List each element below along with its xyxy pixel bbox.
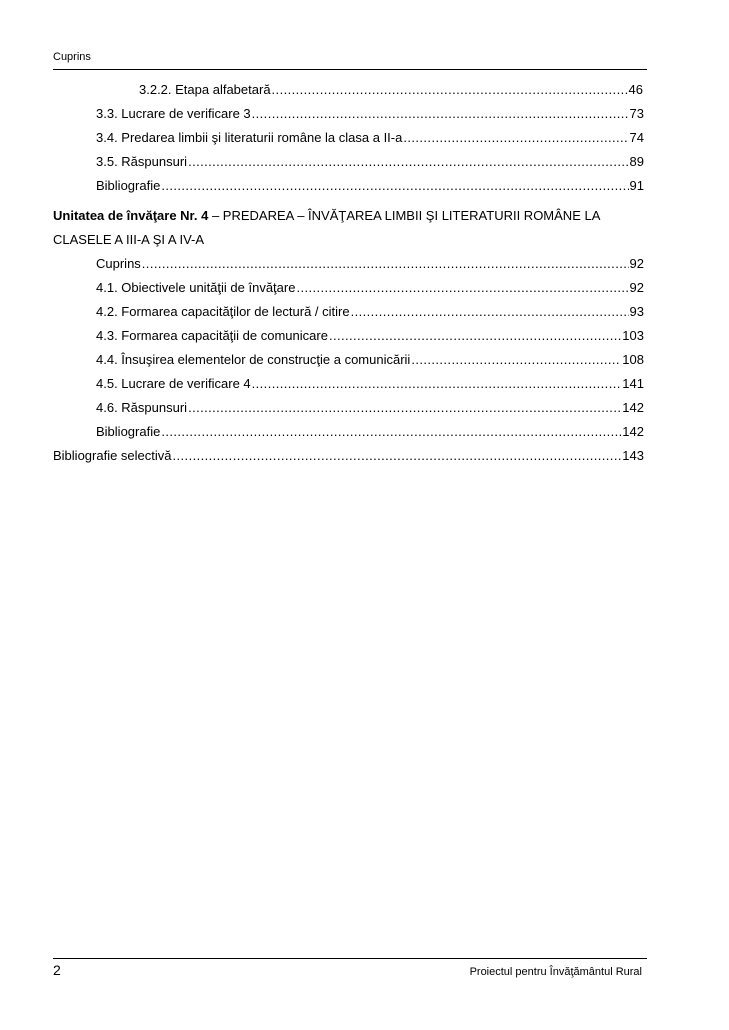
running-header-title: Cuprins — [53, 51, 91, 63]
toc-entry — [53, 420, 644, 444]
toc-leader-dots — [252, 102, 629, 126]
toc-entry-title: 4.4. Însuşirea elementelor de construcţie a comunicării — [96, 352, 411, 367]
toc-leader-dots — [272, 78, 628, 102]
toc-entry-page: 91 — [629, 178, 644, 193]
toc-leader-dots — [161, 174, 628, 198]
footer-page-number: 2 — [53, 962, 61, 978]
table-of-contents — [53, 78, 644, 468]
toc-leader-dots — [252, 372, 622, 396]
toc-entry-page: 92 — [629, 280, 644, 295]
toc-leader-dots — [142, 252, 629, 276]
toc-entry-page: 89 — [629, 154, 644, 169]
toc-entry-title: 3.5. Răspunsuri — [96, 154, 188, 169]
toc-entry-page: 73 — [629, 106, 644, 121]
toc-leader-dots — [403, 126, 628, 150]
toc-entry-page: 143 — [622, 448, 644, 463]
toc-entry-title: Cuprins — [96, 256, 141, 271]
toc-entry-page: 103 — [622, 328, 644, 343]
footer-title: Proiectul pentru Învăţământul Rural — [469, 966, 642, 978]
toc-entry — [53, 252, 644, 276]
toc-entry-title: Bibliografie selectivă — [53, 448, 172, 463]
toc-entry-page: 141 — [622, 376, 644, 391]
header-rule — [53, 69, 647, 70]
toc-leader-dots — [188, 150, 628, 174]
toc-entry-page: 142 — [622, 424, 644, 439]
toc-leader-dots — [161, 420, 621, 444]
toc-entry — [53, 102, 644, 126]
toc-entry-title: 3.4. Predarea limbii şi literaturii române la clasa a II-a — [96, 130, 403, 145]
toc-entry-title: Bibliografie — [96, 178, 161, 193]
toc-entry — [53, 372, 644, 396]
toc-entry-page: 108 — [622, 352, 644, 367]
footer-rule — [53, 958, 647, 959]
toc-entry-title: 4.5. Lucrare de verificare 4 — [96, 376, 251, 391]
toc-entry — [53, 276, 644, 300]
toc-entry — [53, 78, 644, 102]
unit-heading — [53, 204, 644, 252]
toc-entry-title: Bibliografie — [96, 424, 161, 439]
toc-leader-dots — [188, 396, 621, 420]
toc-leader-dots — [411, 348, 621, 372]
toc-entry — [53, 324, 644, 348]
toc-entry-title: 4.2. Formarea capacităţilor de lectură / citire — [96, 304, 350, 319]
toc-entry — [53, 126, 644, 150]
toc-leader-dots — [329, 324, 621, 348]
toc-leader-dots — [173, 444, 622, 468]
toc-entry — [53, 444, 644, 468]
unit-heading-label: Unitatea de învăţare Nr. 4 — [53, 208, 209, 223]
toc-entry-title: 4.1. Obiectivele unităţii de învăţare — [96, 280, 296, 295]
toc-entry-page: 74 — [629, 130, 644, 145]
toc-leader-dots — [296, 276, 628, 300]
toc-entry — [53, 348, 644, 372]
toc-entry-page: 93 — [629, 304, 644, 319]
toc-leader-dots — [351, 300, 629, 324]
toc-entry-page: 142 — [622, 400, 644, 415]
toc-entry — [53, 396, 644, 420]
toc-entry-title: 3.3. Lucrare de verificare 3 — [96, 106, 251, 121]
toc-entry — [53, 150, 644, 174]
unit-heading-title: – PREDAREA – ÎNVĂŢAREA LIMBII ŞI LITERATURII ROMÂNE LA CLASELE A III-A ŞI A IV-A — [53, 208, 600, 247]
toc-entry-page: 46 — [628, 82, 643, 97]
toc-entry — [53, 174, 644, 198]
toc-entry-page: 92 — [629, 256, 644, 271]
toc-entry-title: 4.6. Răspunsuri — [96, 400, 188, 415]
toc-entry-title: 3.2.2. Etapa alfabetară — [139, 82, 271, 97]
toc-entry-title: 4.3. Formarea capacităţii de comunicare — [96, 328, 328, 343]
toc-entry — [53, 300, 644, 324]
